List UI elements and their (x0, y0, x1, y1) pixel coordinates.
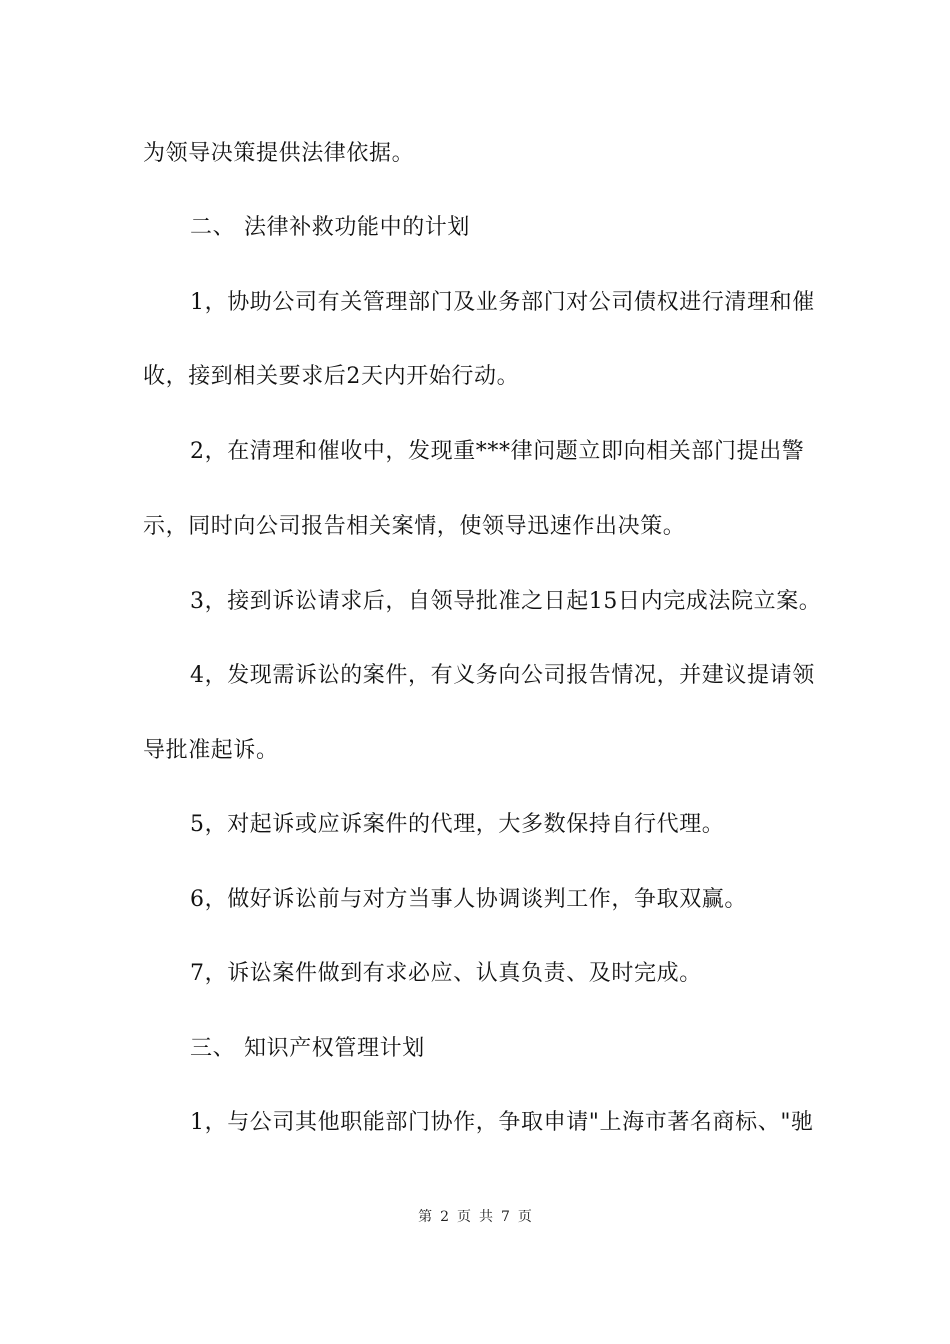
footer-page-number: 2 (440, 1209, 449, 1225)
paragraph-line: 7，诉讼案件做到有求必应、认真负责、及时完成。 (190, 961, 702, 986)
footer-total-word: 共 (479, 1209, 493, 1225)
footer-suffix: 页 (517, 1209, 532, 1225)
paragraph-line: 5，对起诉或应诉案件的代理，大多数保持自行代理。 (190, 812, 725, 837)
heading-number: 二、 (190, 215, 236, 240)
paragraph-line: 收，接到相关要求后2天内开始行动。 (143, 364, 520, 389)
page-footer (0, 1206, 950, 1226)
paragraph-line: 1，协助公司有关管理部门及业务部门对公司债权进行清理和催 (190, 290, 815, 315)
heading-text: 知识产权管理计划 (244, 1036, 425, 1061)
heading-text: 法律补救功能中的计划 (244, 215, 471, 240)
paragraph-line: 2，在清理和催收中，发现重***律问题立即向相关部门提出警 (190, 439, 805, 464)
paragraph-line: 示，同时向公司报告相关案情，使领导迅速作出决策。 (143, 514, 686, 539)
section-heading-3 (190, 1034, 425, 1064)
paragraph-line: 1，与公司其他职能部门协作，争取申请"上海市著名商标、"驰 (190, 1110, 814, 1135)
paragraph-line: 3，接到诉讼请求后，自领导批准之日起15日内完成法院立案。 (190, 589, 822, 614)
heading-number: 三、 (190, 1036, 236, 1061)
section-heading-2 (190, 213, 470, 243)
footer-total-pages: 7 (501, 1209, 510, 1225)
footer-page-word: 页 (457, 1209, 471, 1225)
paragraph-line: 为领导决策提供法律依据。 (143, 141, 415, 166)
footer-prefix: 第 (418, 1209, 433, 1225)
paragraph-line: 导批准起诉。 (143, 738, 279, 763)
paragraph-line: 4，发现需诉讼的案件，有义务向公司报告情况，并建议提请领 (190, 663, 815, 688)
paragraph-line: 6，做好诉讼前与对方当事人协调谈判工作，争取双赢。 (190, 887, 747, 912)
